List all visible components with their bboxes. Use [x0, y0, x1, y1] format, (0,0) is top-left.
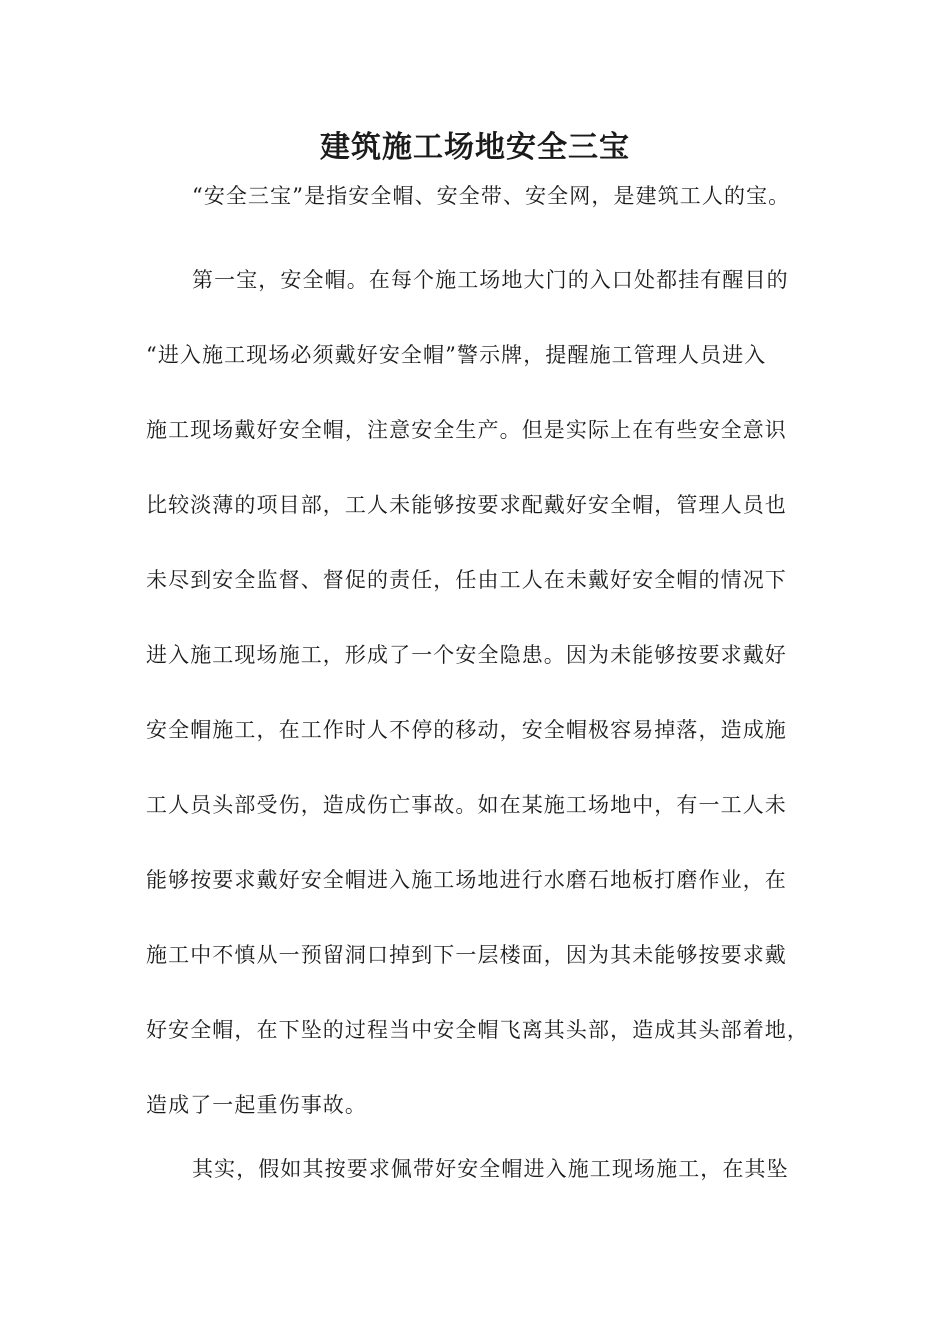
paragraph-2-line-11: 好安全帽，在下坠的过程当中安全帽飞离其头部，造成其头部着地， — [146, 1018, 809, 1042]
paragraph-2-line-3: 施工现场戴好安全帽，注意安全生产。但是实际上在有些安全意识 — [146, 418, 787, 442]
paragraph-2-line-2: “进入施工现场必须戴好安全帽”警示牌，提醒施工管理人员进入 — [146, 343, 767, 367]
document-title: 建筑施工场地安全三宝 — [320, 130, 630, 165]
paragraph-2-line-1: 第一宝，安全帽。在每个施工场地大门的入口处都挂有醒目的 — [192, 268, 789, 292]
paragraph-2-line-8: 工人员头部受伤，造成伤亡事故。如在某施工场地中，有一工人未 — [146, 793, 787, 817]
paragraph-2-line-6: 进入施工现场施工，形成了一个安全隐患。因为未能够按要求戴好 — [146, 643, 787, 667]
paragraph-2-line-5: 未尽到安全监督、督促的责任，任由工人在未戴好安全帽的情况下 — [146, 568, 787, 592]
paragraph-2-line-7: 安全帽施工，在工作时人不停的移动，安全帽极容易掉落，造成施 — [146, 718, 787, 742]
paragraph-2-line-4: 比较淡薄的项目部，工人未能够按要求配戴好安全帽，管理人员也 — [146, 493, 787, 517]
paragraph-2-line-10: 施工中不慎从一预留洞口掉到下一层楼面，因为其未能够按要求戴 — [146, 943, 787, 967]
paragraph-2-line-12: 造成了一起重伤事故。 — [146, 1093, 367, 1117]
paragraph-3-line-1: 其实，假如其按要求佩带好安全帽进入施工现场施工，在其坠 — [192, 1157, 789, 1181]
paragraph-2-line-9: 能够按要求戴好安全帽进入施工场地进行水磨石地板打磨作业，在 — [146, 868, 787, 892]
paragraph-1-line-1: “安全三宝”是指安全帽、安全带、安全网，是建筑工人的宝。 — [192, 184, 791, 208]
